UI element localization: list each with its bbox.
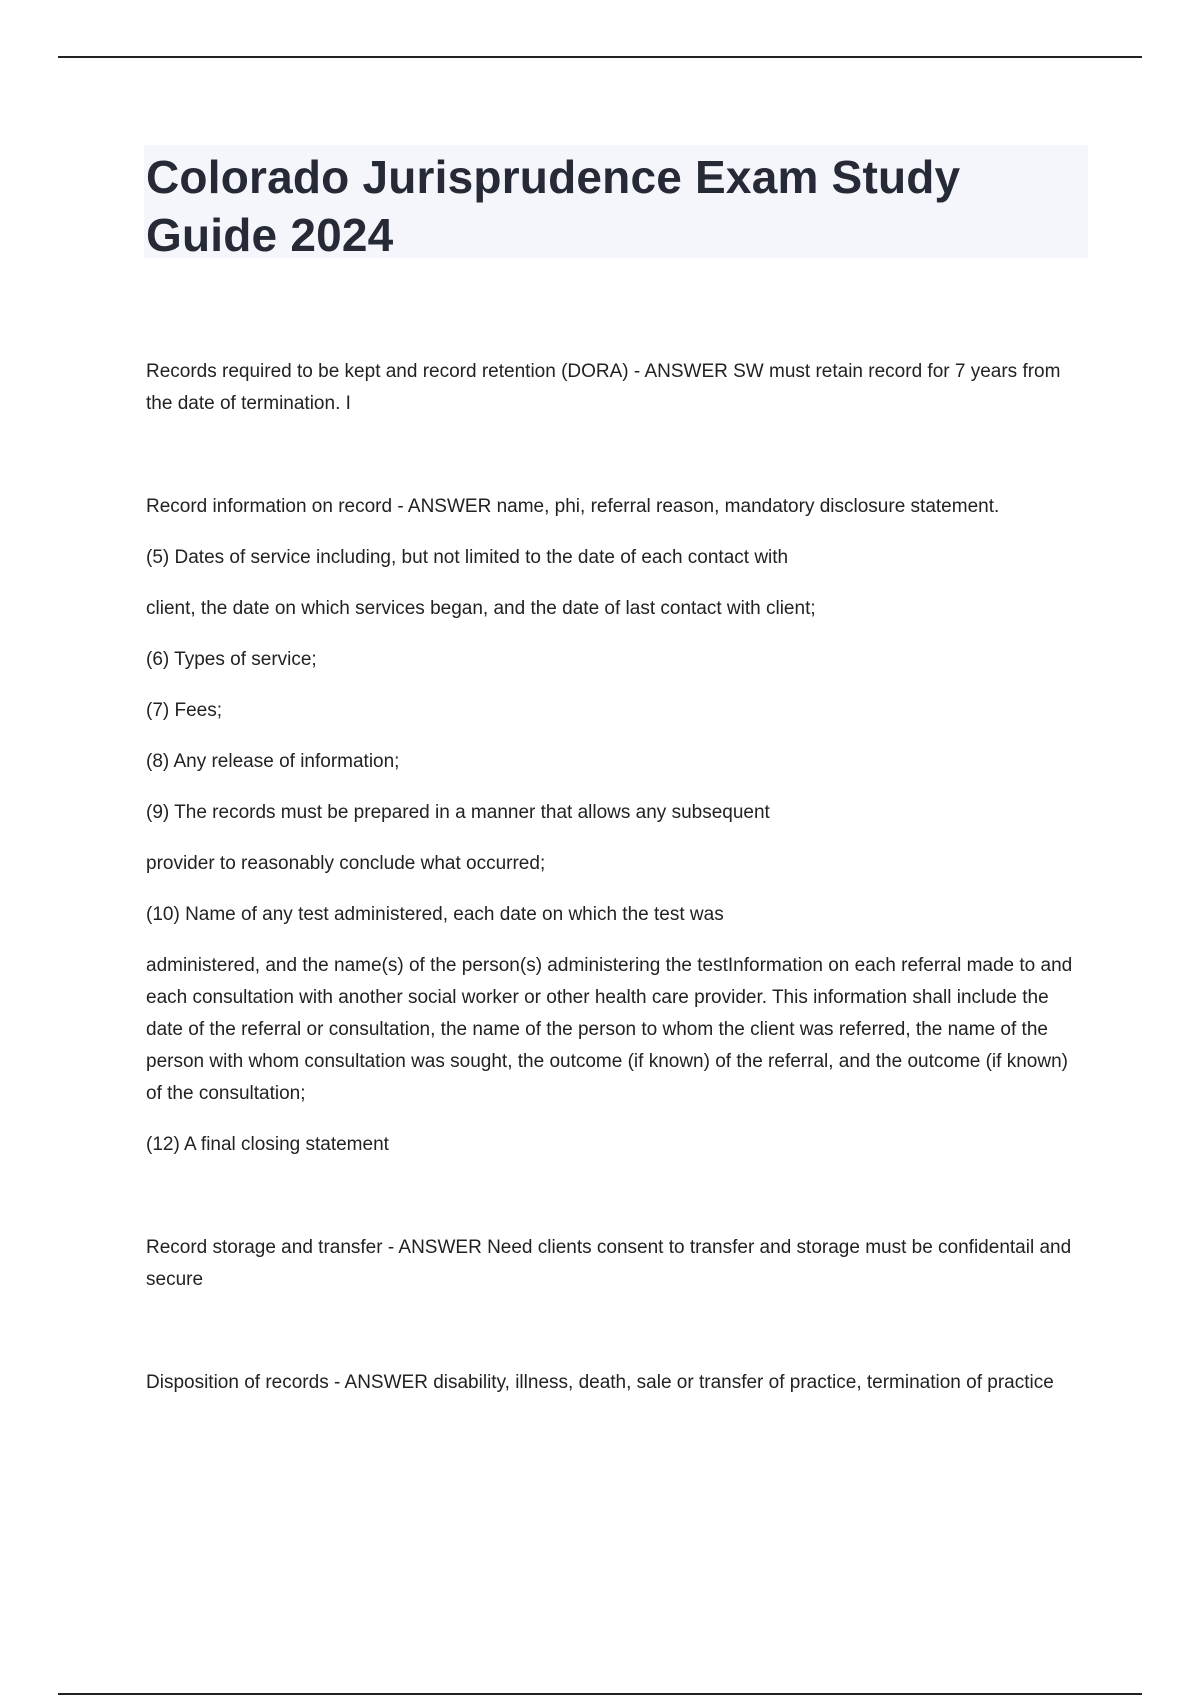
list-item-dates-of-service: (5) Dates of service including, but not limited to the date of each contact with [146, 547, 789, 568]
list-item-records-prepared-continued: provider to reasonably conclude what occurred; [146, 853, 546, 874]
list-item-final-closing-statement: (12) A final closing statement [146, 1134, 389, 1155]
title-banner [144, 145, 1088, 261]
qa-record-storage-transfer: Record storage and transfer - ANSWER Need clients consent to transfer and storage must be confidentail and secure [146, 1237, 1072, 1290]
document-title: Colorado Jurisprudence Exam Study Guide 2024 [146, 151, 961, 261]
qa-record-retention: Records required to be kept and record retention (DORA) - ANSWER SW must retain record for 7 years from the date of termination. I [146, 361, 1061, 414]
list-item-records-prepared: (9) The records must be prepared in a manner that allows any subsequent [146, 802, 770, 823]
bottom-divider [58, 1693, 1142, 1695]
list-item-release-of-information: (8) Any release of information; [146, 751, 400, 772]
document-body [146, 356, 1086, 1399]
qa-disposition-of-records: Disposition of records - ANSWER disability, illness, death, sale or transfer of practice, termination of practice [146, 1372, 1054, 1393]
list-item-fees: (7) Fees; [146, 700, 223, 721]
qa-record-information: Record information on record - ANSWER name, phi, referral reason, mandatory disclosure statement. [146, 496, 1000, 517]
list-item-test-administered: (10) Name of any test administered, each date on which the test was [146, 904, 724, 925]
list-item-test-administered-continued: administered, and the name(s) of the person(s) administering the testInformation on each referral made to and each consultation with another social worker or other health care provider. This information shall include the date of the referral or consultation, the name of the person to whom the client was referred, the name of the person with whom consultation was sought, the outcome (if known) of the referral, and the outcome (if known) of the consultation; [146, 955, 1073, 1104]
list-item-types-of-service: (6) Types of service; [146, 649, 317, 670]
top-divider [58, 56, 1142, 58]
list-item-dates-continued: client, the date on which services began, and the date of last contact with client; [146, 598, 816, 619]
